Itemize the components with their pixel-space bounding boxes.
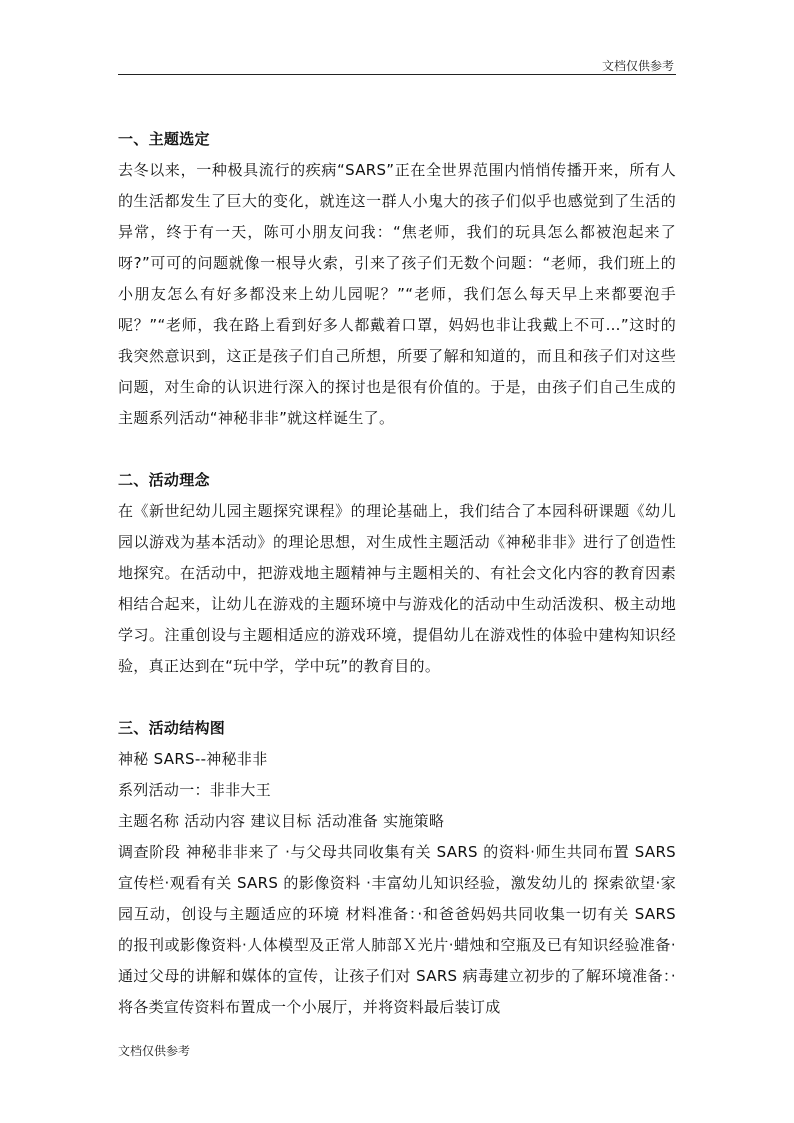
section-2-title: 二、活动理念 (118, 471, 210, 489)
spacer (118, 682, 676, 713)
section-1-title: 一、主题选定 (118, 130, 210, 148)
spacer (118, 434, 676, 465)
structure-line: 系列活动一：非非大王 (118, 781, 272, 799)
structure-line: 主题名称 活动内容 建议目标 活动准备 实施策略 (118, 812, 445, 830)
section-3-title: 三、活动结构图 (118, 719, 226, 737)
header-divider (118, 74, 676, 75)
section-3-body: 调查阶段 神秘非非来了 ·与父母共同收集有关 SARS 的资料·师生共同布置 SARS 宣传栏·观看有关 SARS 的影像资料 ·丰富幼儿知识经验，激发幼儿的 探索欲望·家园互动，创设与主题适应的环境 材料准备：·和爸爸妈妈共同收集一切有关 SARS 的报刊或影像资料·人体模型及正常人肺部Ｘ光片·蜡烛和空瓶及已有知识经验准备·通过父母的讲解和媒体的宣传，让孩子们对 SARS 病毒建立初步的了解环境准备：·将各类宣传资料布置成一个小展厅，并将资料最后装订成 (118, 843, 676, 1016)
section-2-body: 在《新世纪幼儿园主题探究课程》的理论基础上，我们结合了本园科研课题《幼儿园以游戏为基本活动》的理论思想，对生成性主题活动《神秘非非》进行了创造性地探究。在活动中，把游戏地主题精神与主题相关的、有社会文化内容的教育因素相结合起来，让幼儿在游戏的主题环境中与游戏化的活动中生动活泼积、极主动地学习。注重创设与主题相适应的游戏环境，提倡幼儿在游戏性的体验中建构知识经验，真正达到在“玩中学，学中玩”的教育目的。 (118, 502, 676, 675)
document-body (118, 124, 676, 1023)
page-footer: 文档仅供参考 (118, 1044, 191, 1058)
section-1-body: 去冬以来，一种极具流行的疾病“SARS”正在全世界范围内悄悄传播开来，所有人的生活都发生了巨大的变化，就连这一群人小鬼大的孩子们似乎也感觉到了生活的异常，终于有一天，陈可小朋友问我：“焦老师，我们的玩具怎么都被泡起来了呀?”可可的问题就像一根导火索，引来了孩子们无数个问题：“老师，我们班上的小朋友怎么有好多都没来上幼儿园呢？”“老师，我们怎么每天早上来都要泡手呢？”“老师，我在路上看到好多人都戴着口罩，妈妈也非让我戴上不可…”这时的我突然意识到，这正是孩子们自己所想，所要了解和知道的，而且和孩子们对这些问题，对生命的认识进行深入的探讨也是很有价值的。于是，由孩子们自己生成的主题系列活动“神秘非非”就这样诞生了。 (118, 161, 676, 427)
structure-line: 神秘 SARS--神秘非非 (118, 750, 268, 768)
page-header: 文档仅供参考 (601, 59, 674, 73)
